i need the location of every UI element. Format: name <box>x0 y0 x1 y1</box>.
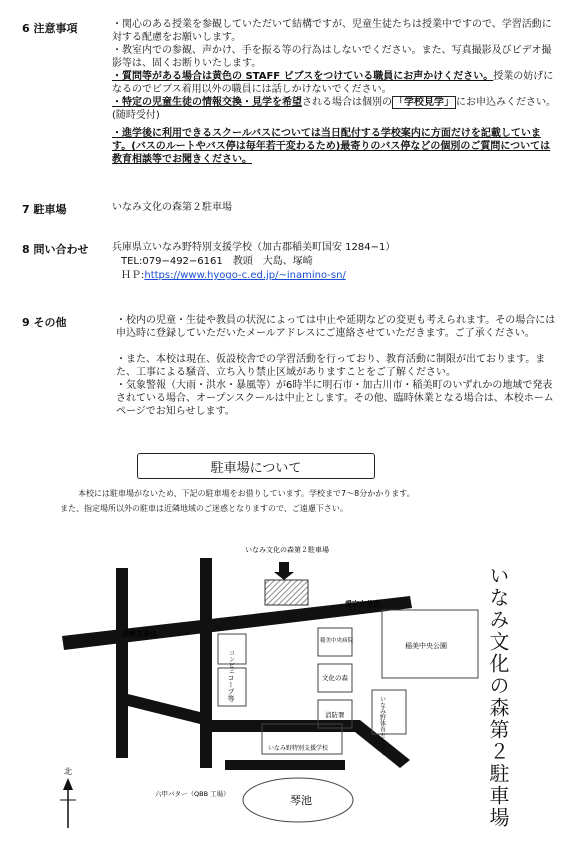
parking-info-line1: 本校には駐車場がないため、下記の駐車場をお借りしています。学校まで7〜8分かかります。 <box>78 489 415 498</box>
contact-hp <box>121 269 346 282</box>
note-item-4-bold: ・特定の児童生徒の情報交換・見学を希望 <box>112 97 302 108</box>
parking-info-line2: また、指定場所以外の駐車は近隣地域のご迷惑となりますので、ご遠慮下さい。 <box>60 504 348 513</box>
gym-box <box>372 690 406 734</box>
school-visit-box: 「学校見学」 <box>394 97 454 108</box>
park-label: 稲美中央公園 <box>405 642 447 650</box>
kunisada-label: 国岡交差点 <box>122 630 157 638</box>
gym-label: いなみ野体育センター <box>378 696 386 756</box>
contact-heading: 8 問い合わせ <box>22 243 89 256</box>
other-p1: ・校内の児童・生徒や教員の状況によっては中止や延期などの変更も考えられます。その場合には申込時に登録していただいたメールアドレスにご連絡させていただきます。ご了承ください。 <box>116 315 556 339</box>
aigo-label: 愛宕交差点 <box>345 600 380 608</box>
hp-label: ＨＰ: <box>121 270 145 281</box>
note-item-4-mid: される場合は個別の <box>302 97 392 108</box>
note-item-3 <box>112 70 557 96</box>
note-item-4-end: にお申込みください。(随時受付) <box>112 97 556 121</box>
other-heading: 9 その他 <box>22 316 67 329</box>
rokusha-label: 六甲バター（QBB 工場） <box>155 790 230 798</box>
contact-address: 兵庫県立いなみ野特別支援学校（加古郡稲美町国安 1284−1） <box>112 242 396 253</box>
contact-tel: TEL:079−492−6161 教頭 大島、塚崎 <box>121 256 313 267</box>
north-label: 北 <box>64 767 72 776</box>
road-south <box>225 760 345 770</box>
parking-info-title: 駐車場について <box>137 453 375 479</box>
note-item-4 <box>112 96 557 122</box>
konbini-label: コンビニ <box>227 650 235 674</box>
other-p3: ・気象警報（大雨・洪水・暴風等）が6時半に明石市・加古川市・稲美町のいずれかの地域で発表されている場合、オープンスクールは中止とします。その他、臨時休業となる場合は、本校ホームページでお知らせします。 <box>116 380 554 417</box>
school-label: いなみ野特別支援学校 <box>268 745 329 752</box>
note-item-2: ・教室内での参観、声かけ、手を振る等の行為はしないでください。また、写真撮影及びビデオ撮影等は、固くお断りいたします。 <box>112 45 552 69</box>
note-item-1: ・関心のある授業を参観していただいて結構ですが、児童生徒たちは授業中ですので、学習活動に対する配慮をお願いします。 <box>112 19 552 43</box>
parking-heading: 7 駐車場 <box>22 203 67 216</box>
pond-label: 琴池 <box>290 794 312 807</box>
note-item-5: ・進学後に利用できるスクールバスについては当日配付する学校案内に方面だけを記載しています。(バスのルートやバス停は毎年若干変わるため)最寄りのバス停などの個別のご質問については教育相談等でお聞きください。 <box>112 128 551 165</box>
other-p2: ・また、本校は現在、仮設校舎での学習活動を行っており、教育活動に制限が出ております。また、工事による騒音、立ち入り禁止区域がありますことをご了解ください。 <box>116 354 546 378</box>
hp-link[interactable]: https://www.hyogo-c.ed.jp/~inamino-sn/ <box>144 270 346 281</box>
road-west <box>116 568 128 758</box>
lot-arrow <box>274 562 294 580</box>
vertical-title: いなみ文化の森第２駐車場 <box>486 565 510 829</box>
coop-label: コープ等 <box>227 674 235 702</box>
notes-heading: 6 注意事項 <box>22 22 78 35</box>
fire-label: 消防署 <box>325 711 345 719</box>
hospital-label: 稲美中央病院 <box>320 638 354 644</box>
lot-label: いなみ文化の森第２駐車場 <box>245 546 329 554</box>
note-item-3-bold: ・質問等がある場合は黄色の STAFF ビブスをつけている職員にお声かけください。 <box>112 71 494 82</box>
parking-lot <box>265 580 308 605</box>
bunka-label: 文化の森 <box>322 674 348 682</box>
road-branch <box>128 694 200 724</box>
access-map <box>0 520 480 851</box>
road-center <box>200 558 212 768</box>
parking-text: いなみ文化の森第２駐車場 <box>112 202 232 213</box>
note-item-3-rest: 授業の妨げになるのでビブス着用以外の職員には話しかけないでください。 <box>112 71 554 95</box>
north-arrow-head <box>63 778 73 790</box>
